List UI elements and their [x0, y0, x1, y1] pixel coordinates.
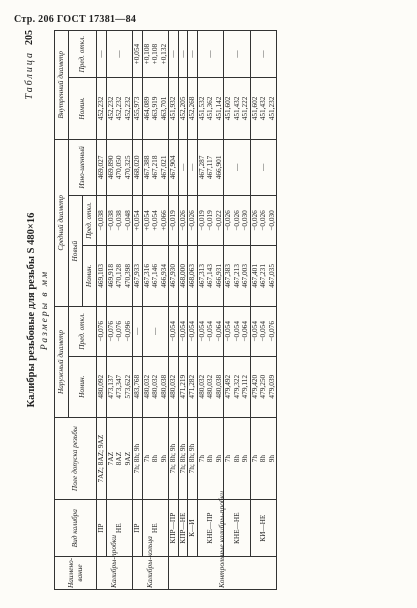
header-middle: Средний диаметр: [55, 139, 69, 306]
cell-pole: 7AZ; 8AZ; 9AZ: [97, 417, 107, 500]
cell-pole: 7h 8h 9h: [224, 417, 251, 500]
cell-o-dev: —: [142, 307, 169, 357]
cell-o-dev: −0,054 −0,054 −0,076: [250, 307, 277, 357]
header-vid: Вид калибра: [55, 500, 97, 557]
cell-i-dev: —: [106, 31, 133, 78]
cell-i-nom: 452,232 452,232 452,232: [106, 78, 133, 139]
header-naim: Наимено-вание: [55, 556, 97, 589]
cell-o-dev: −0,054 −0,054 −0,064: [197, 307, 224, 357]
cell-m-worn: —: [250, 139, 277, 196]
cell-i-dev: —: [197, 31, 224, 78]
cell-m-dev: −0,026: [178, 196, 188, 246]
cell-m-nom: 469,103: [97, 245, 107, 306]
cell-i-nom: 455,973: [133, 78, 143, 139]
cell-o-nom: 479,492 479,322 479,112: [224, 356, 251, 417]
cell-o-nom: 479,420 479,250 479,039: [250, 356, 277, 417]
group-label: Контрольные калибры-пробки: [169, 556, 277, 589]
header-pole: Поле допуска резьбы: [55, 417, 97, 500]
cell-i-nom: 451,932: [169, 78, 179, 139]
cell-m-worn: —: [224, 139, 251, 196]
header-inner-nomin: Номин.: [69, 78, 97, 139]
calibers-table: [54, 30, 277, 590]
cell-m-dev: −0,019 −0,019 −0,022: [197, 196, 224, 246]
cell-m-worn: —: [188, 139, 198, 196]
cell-m-worn: 467,287 467,117 466,901: [197, 139, 224, 196]
cell-i-dev: +0,054: [133, 31, 143, 78]
cell-m-nom: 467,933: [133, 245, 143, 306]
table-title: Калибры резьбовые для резьбы S 480×16: [26, 212, 37, 408]
cell-o-dev: −0,054: [169, 307, 179, 357]
table-label: [24, 30, 35, 99]
header-outer-nomin: Номин.: [69, 356, 97, 417]
cell-pole: 7h; 8h; 9h: [178, 417, 188, 500]
cell-m-dev: −0,026: [188, 196, 198, 246]
cell-m-nom: 467,401 467,231 467,035: [250, 245, 277, 306]
cell-vid: К—И: [188, 500, 198, 557]
page-header-text: Стр. 206 ГОСТ 17381—84: [14, 14, 137, 25]
group-label: Калибры-кольца: [133, 556, 169, 589]
cell-i-nom: 452,205: [178, 78, 188, 139]
table-subtitle: Размеры в мм: [40, 269, 50, 351]
cell-m-worn: 468,020: [133, 139, 143, 196]
cell-o-dev: −0,076 −0,076 −0,096: [106, 307, 133, 357]
cell-m-dev: −0,019: [169, 196, 179, 246]
cell-o-nom: 483,768: [133, 356, 143, 417]
cell-pole: 7AZ 8AZ 9AZ: [106, 417, 133, 500]
cell-vid: ПР: [133, 500, 143, 557]
cell-vid: КПР—ПР: [169, 500, 179, 557]
table-row: [106, 31, 133, 590]
cell-m-nom: 469,918 470,128 470,398: [106, 245, 133, 306]
cell-vid: НЕ: [142, 500, 169, 557]
cell-pole: 7h 8h 9h: [197, 417, 224, 500]
cell-o-dev: −0,054 −0,054 −0,064: [224, 307, 251, 357]
cell-m-dev: +0,054 +0,054 +0,066: [142, 196, 169, 246]
cell-vid: ПР: [97, 500, 107, 557]
cell-m-nom: 468,063: [188, 245, 198, 306]
cell-pole: 7h 8h 9h: [142, 417, 169, 500]
cell-m-worn: 467,904: [169, 139, 179, 196]
header-worn: Изно-шенный: [69, 139, 97, 196]
cell-o-nom: 471,282: [188, 356, 198, 417]
cell-o-dev: —: [133, 307, 143, 357]
cell-i-dev: —: [250, 31, 277, 78]
cell-i-nom: 464,089 463,919 463,701: [142, 78, 169, 139]
cell-o-dev: −0,076: [97, 307, 107, 357]
group-label: Калибры-пробки: [97, 556, 133, 589]
cell-vid: КПР—НЕ: [178, 500, 188, 557]
table-row: [224, 31, 251, 590]
cell-o-nom: 480,032: [169, 356, 179, 417]
cell-i-nom: 452,232: [97, 78, 107, 139]
cell-m-nom: 467,383 467,213 467,003: [224, 245, 251, 306]
page-header: [14, 14, 142, 25]
table-label-text: Таблица: [24, 51, 35, 100]
cell-m-dev: −0,038: [97, 196, 107, 246]
cell-vid: КНЕ—НЕ: [224, 500, 251, 557]
cell-i-dev: +0,108 +0,108 +0,132: [142, 31, 169, 78]
header-inner: Внутренний диаметр: [55, 31, 69, 140]
table-row: [142, 31, 169, 590]
cell-i-dev: —: [97, 31, 107, 78]
cell-m-dev: −0,038 −0,038 −0,048: [106, 196, 133, 246]
rotated-page-content: [20, 30, 400, 590]
cell-m-dev: −0,026 −0,026 −0,030: [224, 196, 251, 246]
header-inner-pred: Пред. откл.: [69, 31, 97, 78]
cell-pole: 7h 8h 9h: [250, 417, 277, 500]
header-mid-pred: Пред. откл.: [83, 196, 97, 246]
cell-i-nom: 452,268: [188, 78, 198, 139]
cell-o-nom: 473,137 473,347 573,622: [106, 356, 133, 417]
table-row: [169, 31, 179, 590]
cell-m-nom: 467,313 467,143 466,931: [197, 245, 224, 306]
cell-m-worn: —: [178, 139, 188, 196]
cell-i-nom: 451,602 451,432 451,222: [224, 78, 251, 139]
cell-m-dev: +0,054: [133, 196, 143, 246]
cell-o-dev: −0,054: [178, 307, 188, 357]
cell-pole: 7h; 8h; 9h: [188, 417, 198, 500]
cell-o-dev: −0,054: [188, 307, 198, 357]
cell-i-dev: —: [188, 31, 198, 78]
header-outer-pred: Пред. откл.: [69, 307, 97, 357]
cell-vid: КНЕ—ПР: [197, 500, 224, 557]
cell-o-nom: 471,219: [178, 356, 188, 417]
table-row: [97, 31, 107, 590]
cell-pole: 7h; 8h; 9h: [133, 417, 143, 500]
cell-vid: КИ—НЕ: [250, 500, 277, 557]
cell-o-nom: 480,032 480,032 480,038: [197, 356, 224, 417]
cell-vid: НЕ: [106, 500, 133, 557]
cell-pole: 7h; 8h; 9h: [169, 417, 179, 500]
cell-i-nom: 451,532 451,362 451,142: [197, 78, 224, 139]
header-new: Новый: [69, 196, 83, 307]
table-row: [133, 31, 143, 590]
cell-o-nom: 480,092: [97, 356, 107, 417]
cell-m-worn: 467,388 467,218 467,021: [142, 139, 169, 196]
cell-o-nom: 480,032 480,032 480,038: [142, 356, 169, 417]
cell-m-nom: 467,930: [169, 245, 179, 306]
cell-i-nom: 451,602 451,432 451,232: [250, 78, 277, 139]
cell-m-worn: 469,027: [97, 139, 107, 196]
table-body: [97, 31, 277, 590]
cell-i-dev: —: [169, 31, 179, 78]
header-outer: Наружный диаметр: [55, 307, 69, 418]
header-mid-nomin: Номин.: [83, 245, 97, 306]
cell-m-dev: −0,026 −0,026 −0,030: [250, 196, 277, 246]
table-row: [250, 31, 277, 590]
cell-m-nom: 467,316 467,146 466,934: [142, 245, 169, 306]
table-number: 205: [24, 30, 35, 45]
cell-m-nom: 468,000: [178, 245, 188, 306]
cell-i-dev: —: [224, 31, 251, 78]
cell-m-worn: 469,890 470,050 470,325: [106, 139, 133, 196]
table-row: [188, 31, 198, 590]
cell-i-dev: —: [178, 31, 188, 78]
